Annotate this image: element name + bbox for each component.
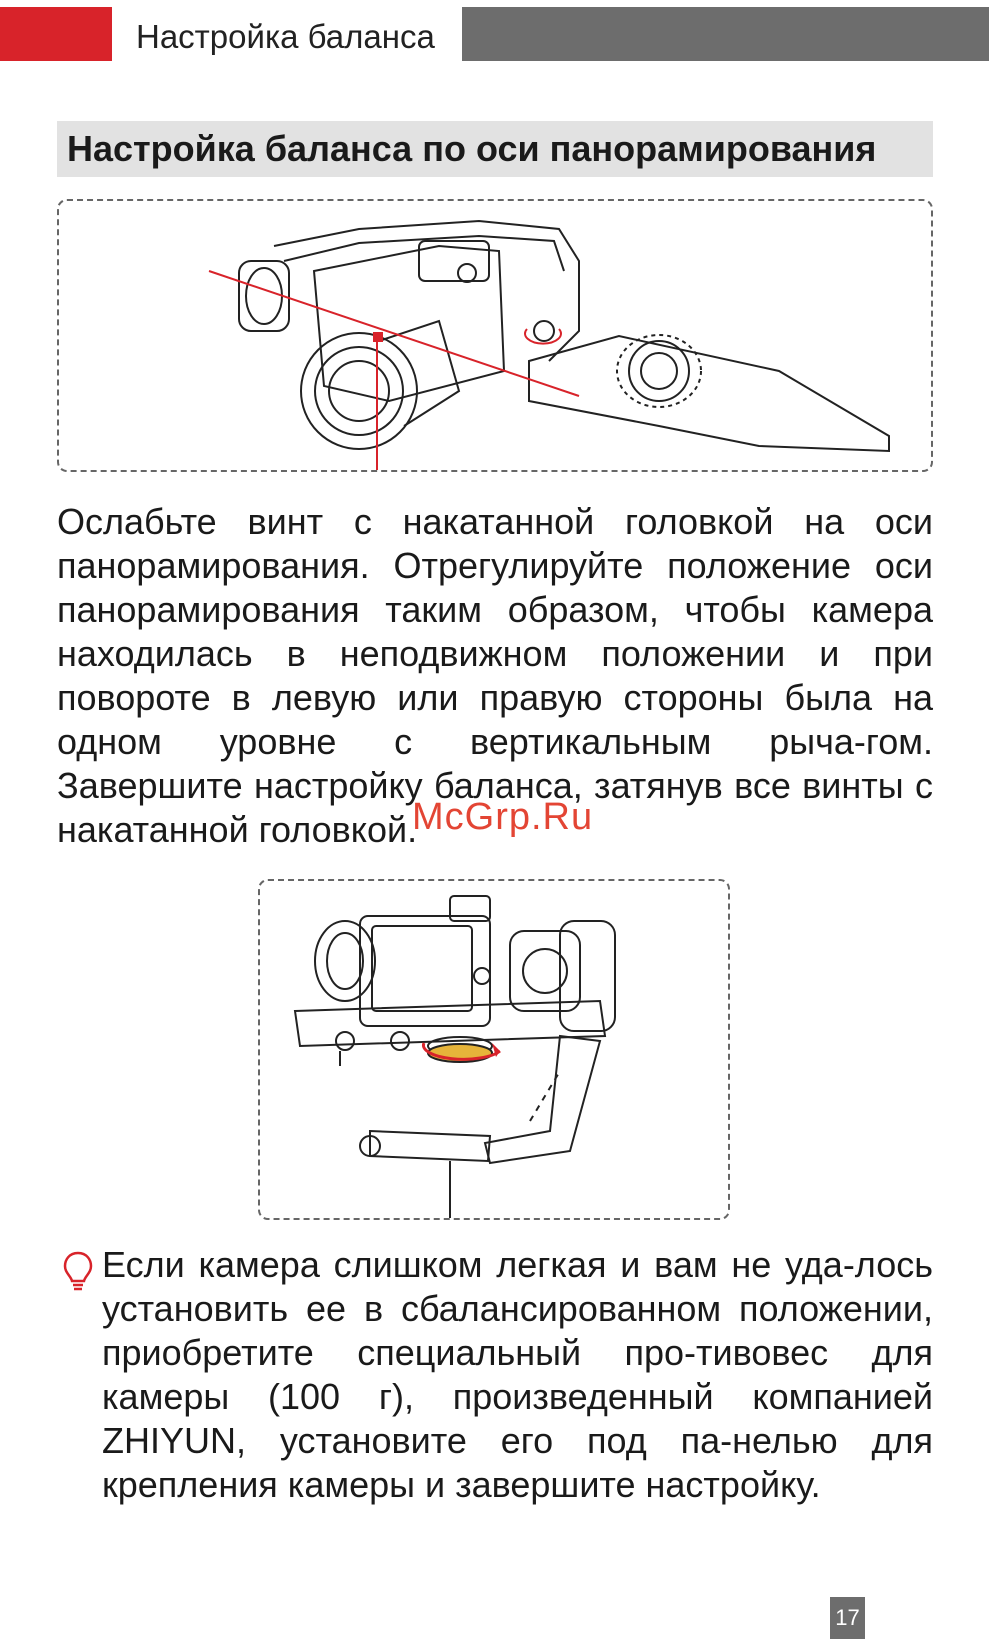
gimbal-pan-axis-illustration [59,201,933,472]
gimbal-rotation-illustration [260,881,730,1220]
figure-pan-axis [57,199,933,472]
instruction-paragraph: Ослабьте винт с накатанной головкой на оси панорамирования. Отрегулируйте положение оси панорамирования таким образом, чтобы камера находилась в неподвижном положении и при повороте в левую или правую стороны была на одном уровне с вертикальным рыча-гом. Завершите настройку баланса, затянув все винты с накатанной головкой. [57,501,933,850]
page-number: 17 [830,1597,865,1639]
lightbulb-icon [62,1250,94,1294]
header-gray-bar [462,7,989,61]
section-title: Настройка баланса по оси панорамирования [57,121,933,177]
figure-rotation-check [258,879,730,1220]
watermark: McGrp.Ru [412,796,594,838]
tip-paragraph: Если камера слишком легкая и вам не уда-лось установить ее в сбалансированном положении, приобретите специальный про-тивовес для камеры (100 г), произведенный компанией ZHIYUN, установите его под па-нелью для крепления камеры и завершите настройку. [102,1244,933,1505]
header-title: Настройка баланса [136,18,435,55]
header-red-block [0,7,112,61]
